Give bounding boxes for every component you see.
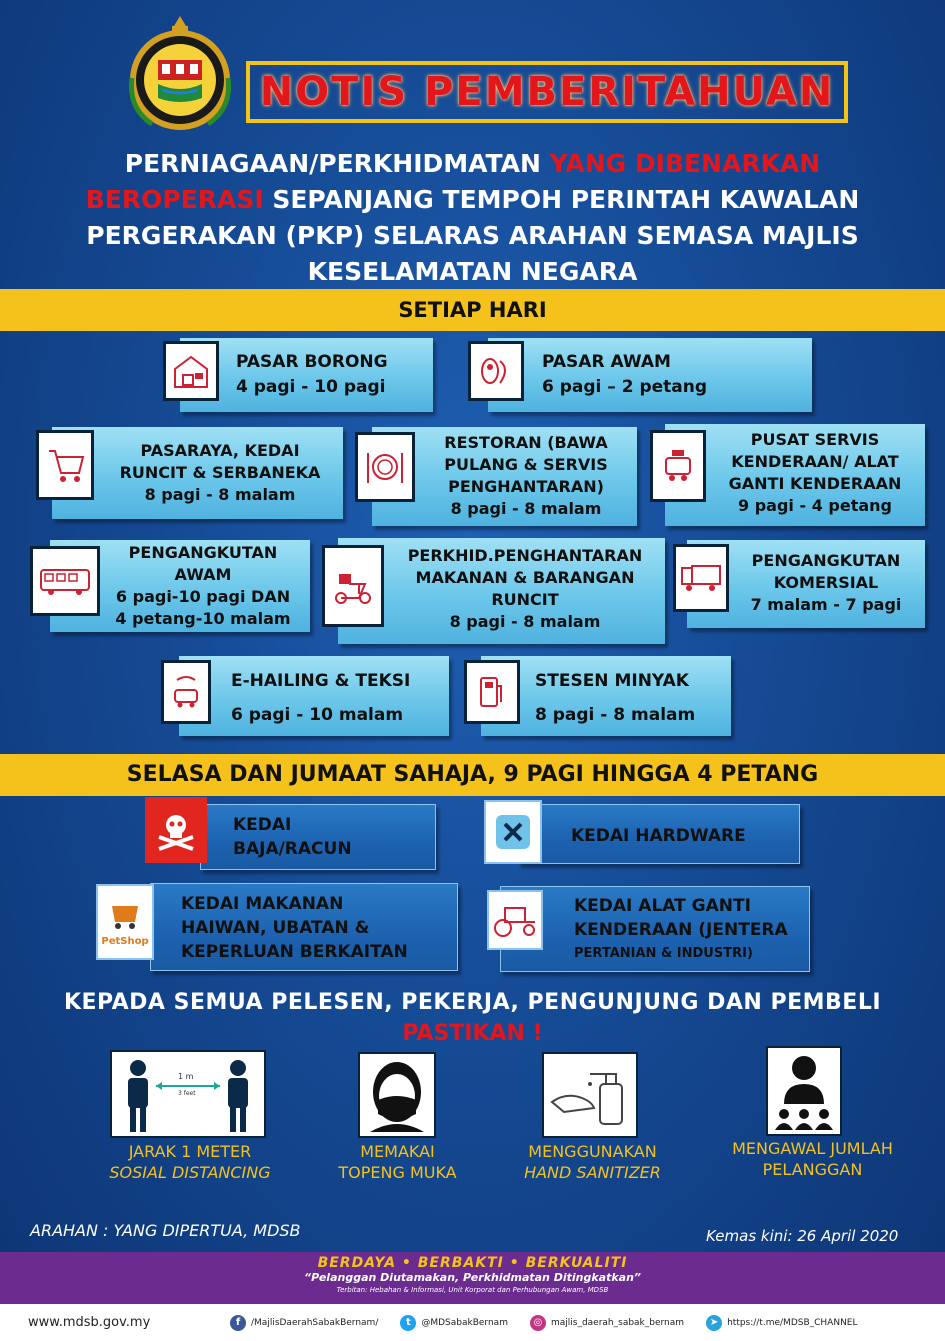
- banner-selasa-jumaat: SELASA DAN JUMAAT SAHAJA, 9 PAGI HINGGA 4 PETANG: [0, 754, 945, 796]
- card-pasaraya: [52, 427, 343, 519]
- card-title: PASAR AWAM: [542, 352, 671, 372]
- truck-icon: [673, 544, 729, 612]
- caption-customer-limit: [700, 1138, 925, 1180]
- instagram-icon: ◎: [530, 1315, 546, 1331]
- distance-meter-label: 1 m: [178, 1072, 194, 1081]
- caption-distancing: [80, 1141, 300, 1183]
- telegram-link[interactable]: [706, 1315, 857, 1331]
- card-hours: 6 pagi-10 pagi DAN: [115, 587, 291, 606]
- card-title: KENDERAAN/ ALAT: [731, 452, 899, 471]
- card-kedai-hardware: [518, 804, 800, 864]
- card-title: PULANG & SERVIS: [444, 455, 608, 474]
- card-title: MAKANAN & BARANGAN: [415, 568, 635, 587]
- card-title: KEDAI HARDWARE: [571, 826, 746, 846]
- facebook-icon: f: [230, 1315, 246, 1331]
- arahan-text: ARAHAN : YANG DIPERTUA, MDSB: [30, 1221, 301, 1240]
- publisher-note: Terbitan: Hebahan & Informasi, Unit Korporat dan Perhubungan Awam, MDSB: [336, 1286, 609, 1294]
- card-title: PUSAT SERVIS: [750, 430, 880, 449]
- taxi-icon: [161, 660, 211, 724]
- caption-title: MENGGUNAKAN: [528, 1142, 657, 1161]
- caption-title: MEMAKAI: [360, 1142, 435, 1161]
- twitter-handle: @MDSabakBernam: [421, 1317, 508, 1328]
- facebook-handle: /MajlisDaerahSabakBernam/: [251, 1317, 379, 1328]
- caption-title: MENGAWAL JUMLAH: [732, 1139, 893, 1158]
- card-title: PENGANGKUTAN: [751, 551, 901, 570]
- twitter-link[interactable]: [400, 1315, 508, 1331]
- tractor-icon: [487, 890, 543, 950]
- telegram-handle: https://t.me/MDSB_CHANNEL: [727, 1317, 858, 1328]
- card-title: KENDERAAN (JENTERA: [574, 920, 788, 940]
- notice-title-box: [246, 61, 848, 123]
- card-title: BAJA/RACUN: [233, 839, 352, 859]
- card-hours: 6 pagi – 2 petang: [542, 377, 708, 397]
- card-title: KOMERSIAL: [773, 573, 879, 592]
- card-pasar-awam: [488, 338, 812, 412]
- caption-subtitle: PELANGGAN: [762, 1160, 863, 1179]
- card-title: PERKHID.PENGHANTARAN: [407, 546, 643, 565]
- reminder-line: KEPADA SEMUA PELESEN, PEKERJA, PENGUNJUNG DAN PEMBELI: [63, 990, 882, 1015]
- card-title: KEPERLUAN BERKAITAN: [181, 942, 408, 962]
- headline: [40, 146, 905, 290]
- card-hours: 4 petang-10 malam: [115, 609, 291, 628]
- caption-subtitle: SOSIAL DISTANCING: [109, 1163, 271, 1182]
- card-title: AWAM: [174, 565, 232, 584]
- hand-sanitizer-icon: [542, 1052, 638, 1138]
- social-footer: [0, 1304, 945, 1341]
- wholesale-market-icon: [163, 341, 219, 401]
- card-title: KEDAI ALAT GANTI: [574, 896, 751, 916]
- poison-skull-icon: [145, 797, 207, 863]
- card-title: STESEN MINYAK: [535, 671, 689, 691]
- caption-title: JARAK 1 METER: [128, 1142, 252, 1161]
- fuel-pump-icon: [464, 660, 520, 724]
- public-market-icon: [468, 341, 524, 401]
- banner-setiap-hari: SETIAP HARI: [0, 289, 945, 331]
- petshop-label: PetShop: [101, 936, 149, 947]
- motto: BERDAYA • BERBAKTI • BERKUALITI: [317, 1255, 628, 1271]
- card-title: GANTI KENDERAAN: [728, 474, 902, 493]
- motto-bar: [0, 1252, 945, 1304]
- update-date: Kemas kini: 26 April 2020: [706, 1227, 899, 1245]
- caption-sanitizer: [495, 1141, 690, 1183]
- card-title: PENGANGKUTAN: [128, 543, 278, 562]
- card-hours: 4 pagi - 10 pagi: [236, 377, 386, 397]
- card-penghantaran-makanan: [338, 538, 665, 644]
- card-e-hailing: [179, 656, 449, 736]
- twitter-icon: t: [400, 1315, 416, 1331]
- card-title: RESTORAN (BAWA: [444, 433, 608, 452]
- telegram-icon: ➤: [706, 1315, 722, 1331]
- card-hours: 8 pagi - 8 malam: [449, 612, 601, 631]
- card-title: KEDAI: [233, 815, 292, 835]
- instagram-link[interactable]: [530, 1315, 684, 1331]
- headline-text: KESELAMATAN NEGARA: [307, 257, 638, 286]
- slogan: “Pelanggan Diutamakan, Perkhidmatan Ditingkatkan”: [304, 1271, 641, 1284]
- petshop-icon: [96, 884, 154, 960]
- shopping-cart-icon: [36, 430, 94, 500]
- card-hours: 8 pagi - 8 malam: [535, 705, 696, 725]
- plate-cutlery-icon: [355, 432, 415, 502]
- card-title: PASAR BORONG: [236, 352, 388, 372]
- card-hours: 7 malam - 7 pagi: [750, 595, 902, 614]
- notice-title: NOTIS PEMBERITAHUAN: [259, 69, 835, 115]
- caption-subtitle: TOPENG MUKA: [338, 1163, 457, 1182]
- card-kedai-baja: [200, 804, 436, 870]
- card-title: PASARAYA, KEDAI: [140, 441, 300, 460]
- reminder-emphasis: PASTIKAN !: [402, 1021, 543, 1046]
- card-hours: 9 pagi - 4 petang: [738, 496, 892, 515]
- card-hours: 8 pagi - 8 malam: [450, 499, 602, 518]
- headline-text: PERNIAGAAN/PERKHIDMATAN: [124, 149, 550, 178]
- distance-feet-label: 3 feet: [178, 1090, 196, 1097]
- card-title: RUNCIT: [491, 590, 559, 609]
- mdsb-logo: [124, 8, 236, 134]
- bus-icon: [30, 546, 100, 616]
- instagram-handle: majlis_daerah_sabak_bernam: [550, 1317, 685, 1328]
- card-kedai-alat-ganti: [500, 886, 810, 972]
- card-title: KEDAI MAKANAN: [181, 894, 344, 914]
- customer-limit-icon: [766, 1046, 842, 1136]
- headline-highlight: YANG DIBENARKAN: [549, 149, 821, 178]
- face-mask-icon: [358, 1052, 436, 1138]
- card-title: E-HAILING & TEKSI: [231, 671, 411, 691]
- caption-subtitle: HAND SANITIZER: [524, 1163, 661, 1182]
- card-title: HAIWAN, UBATAN &: [181, 918, 370, 938]
- scooter-icon: [322, 545, 384, 627]
- card-title: PERTANIAN & INDUSTRI): [574, 946, 753, 961]
- card-title: PENGHANTARAN): [448, 477, 604, 496]
- tools-icon: [484, 800, 542, 864]
- headline-text: SEPANJANG TEMPOH PERINTAH KAWALAN: [263, 185, 860, 214]
- headline-text: PERGERAKAN (PKP) SELARAS ARAHAN SEMASA MAJLIS: [86, 221, 859, 250]
- card-hours: 8 pagi - 8 malam: [144, 485, 296, 504]
- car-service-icon: [650, 430, 706, 502]
- headline-highlight: BEROPERASI: [85, 185, 264, 214]
- website-link[interactable]: www.mdsb.gov.my: [28, 1315, 151, 1330]
- caption-mask: [300, 1141, 495, 1183]
- card-kedai-makanan-haiwan: [150, 883, 458, 971]
- facebook-link[interactable]: [230, 1315, 378, 1331]
- card-hours: 6 pagi - 10 malam: [231, 705, 404, 725]
- card-title: RUNCIT & SERBANEKA: [119, 463, 321, 482]
- social-distancing-icon: [110, 1050, 266, 1138]
